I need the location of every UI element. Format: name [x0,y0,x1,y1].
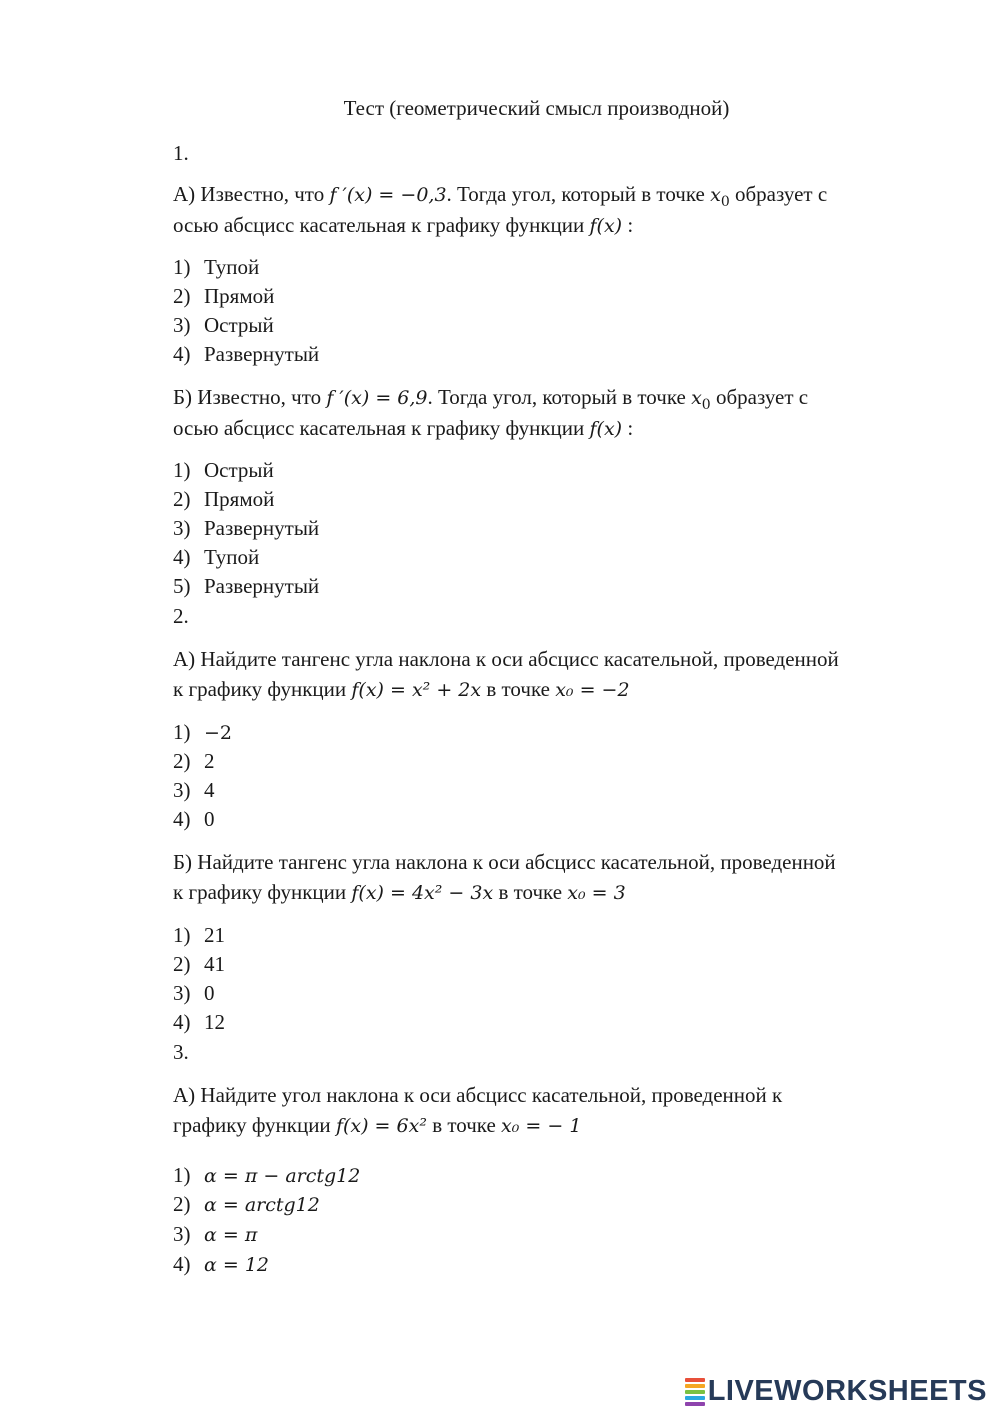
x0-symbol: x [691,387,702,409]
page-title: Тест (геометрический смысл производной) [343,96,730,120]
question-text: . Тогда угол, который в точке [427,385,686,409]
option-text: Острый [204,313,274,337]
question-text: образует с [715,385,809,409]
option-number: 1) [173,1163,191,1187]
answer-option[interactable] [173,1007,225,1037]
question-1b-line-2 [173,413,633,444]
option-text: α = 12 [204,1254,270,1276]
answer-option[interactable] [173,542,259,572]
x0-subscript: 0 [701,397,711,414]
question-2b-line-1: Б) Найдите тангенс угла наклона к оси абсцисс касательной, проведенной [173,850,836,874]
option-text: α = π − arctg12 [204,1165,361,1187]
liveworksheets-logo-icon [685,1378,705,1404]
question-text: графику функции [173,1113,331,1137]
function-symbol: f(x) [589,418,623,440]
option-number: 2) [173,487,191,511]
question-3a-line-2 [173,1110,581,1141]
option-number: 3) [173,778,191,802]
x0-symbol: x [710,184,721,206]
option-text: Прямой [204,487,275,511]
option-number: 4) [173,1010,191,1034]
option-text: −2 [204,722,233,744]
option-number: 4) [173,1252,191,1276]
question-1a-line-2 [173,210,633,241]
option-number: 2) [173,284,191,308]
option-text: Прямой [204,284,275,308]
option-text: 0 [204,981,215,1005]
answer-option[interactable] [173,717,232,748]
option-number: 1) [173,923,191,947]
function-formula: f(x) = x² + 2x [351,679,482,701]
answer-option[interactable] [173,746,215,776]
option-number: 4) [173,807,191,831]
answer-option[interactable] [173,252,259,282]
question-number: 1. [173,141,189,165]
question-text: осью абсцисс касательная к графику функции [173,416,585,440]
question-text: в точке [498,880,563,904]
option-text: α = π [204,1224,258,1246]
option-text: 4 [204,778,215,802]
option-number: 5) [173,574,191,598]
option-number: 4) [173,342,191,366]
option-number: 2) [173,1192,191,1216]
answer-option[interactable] [173,484,274,514]
question-text: в точке [486,677,550,701]
option-text: Развернутый [204,342,320,366]
answer-option[interactable] [173,775,215,805]
point-formula: x₀ = 3 [567,882,626,904]
option-text: 12 [204,1010,225,1034]
option-text: Острый [204,458,274,482]
answer-option[interactable] [173,455,274,485]
option-number: 1) [173,255,191,279]
option-number: 3) [173,1222,191,1246]
answer-option[interactable] [173,1189,320,1220]
function-symbol: f(x) [589,215,623,237]
question-text: к графику функции [173,880,347,904]
colon: : [627,416,634,440]
derivative-formula: f ′(x) = 6,9 [326,387,428,409]
option-number: 1) [173,458,191,482]
option-text: α = arctg12 [204,1194,320,1216]
option-text: 2 [204,749,215,773]
x0-subscript: 0 [720,194,730,211]
answer-option[interactable] [173,978,215,1008]
option-text: Тупой [204,255,260,279]
question-number: 3. [173,1040,189,1064]
question-text: образует с [734,182,828,206]
answer-option[interactable] [173,1219,257,1250]
option-number: 3) [173,981,191,1005]
question-text: к графику функции [173,677,347,701]
derivative-formula: f ′(x) = −0,3 [329,184,447,206]
brand-name: LIVEWORKSHEETS [707,1374,987,1407]
question-text: осью абсцисс касательная к графику функции [173,213,585,237]
question-label: Б) Известно, что [173,385,322,409]
question-2b-line-2 [173,877,626,908]
question-2a-line-2 [173,674,630,705]
option-number: 2) [173,952,191,976]
answer-option[interactable] [173,281,274,311]
question-2a-line-1: А) Найдите тангенс угла наклона к оси абсцисс касательной, проведенной [173,647,839,671]
question-text: в точке [432,1113,496,1137]
answer-option[interactable] [173,339,319,369]
option-text: 21 [204,923,225,947]
answer-option[interactable] [173,310,274,340]
option-number: 1) [173,720,191,744]
answer-option[interactable] [173,920,225,950]
option-number: 4) [173,545,191,569]
answer-option[interactable] [173,1160,360,1191]
question-label: А) Известно, что [173,182,325,206]
answer-option[interactable] [173,804,215,834]
function-formula: f(x) = 6x² [335,1115,427,1137]
answer-option[interactable] [173,949,225,979]
option-text: 41 [204,952,225,976]
answer-option[interactable] [173,513,319,543]
question-3a-line-1: А) Найдите угол наклона к оси абсцисс касательной, проведенной к [173,1083,783,1107]
colon: : [627,213,634,237]
question-number: 2. [173,604,189,628]
answer-option[interactable] [173,571,319,601]
option-text: 0 [204,807,215,831]
function-formula: f(x) = 4x² − 3x [351,882,494,904]
option-number: 3) [173,313,191,337]
point-formula: x₀ = − 1 [501,1115,582,1137]
option-text: Развернутый [204,574,320,598]
liveworksheets-footer [685,1374,987,1408]
answer-option[interactable] [173,1249,269,1280]
option-text: Развернутый [204,516,320,540]
question-text: . Тогда угол, который в точке [446,182,705,206]
option-text: Тупой [204,545,260,569]
option-number: 2) [173,749,191,773]
point-formula: x₀ = −2 [555,679,630,701]
option-number: 3) [173,516,191,540]
